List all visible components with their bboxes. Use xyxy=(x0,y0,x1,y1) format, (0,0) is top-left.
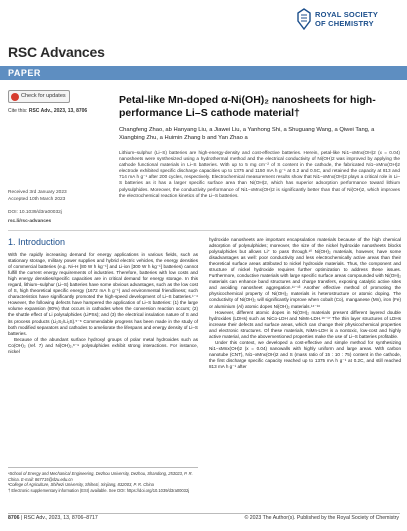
page-number: 8706 xyxy=(8,515,20,521)
received-date: Received 3rd January 2023 xyxy=(8,190,67,195)
journal-name: RSC Advances xyxy=(8,44,105,60)
check-updates-label: Check for updates xyxy=(21,93,66,99)
publisher-name xyxy=(315,10,378,28)
check-updates-icon xyxy=(11,93,19,101)
page-footer xyxy=(0,513,407,525)
left-column xyxy=(8,237,198,355)
intro-paragraph-5: Under this context, we developed a cost-effective and simple method for synthesizing Ni1−xMnx(OH)2 (x = 0.04) nanowalls with highly uniform and large areas. With carbon nanotube (CNT), Ni1−xMnx(OH)2 and S (mass ratio of 15 : 10 : 75) content in the cathode, the first discharge specific capacity reached up to 1375 mA h g⁻¹ at 0.2C, and still reached 813 mA h g⁻¹ after xyxy=(209,339,401,369)
footer-rule xyxy=(8,513,400,514)
publisher-line2: OF CHEMISTRY xyxy=(315,19,374,28)
footer-journal-ref: | RSC Adv., 2023, 13, 8706–8717 xyxy=(21,515,98,521)
article-title: Petal-like Mn-doped α-Ni(OH)₂ nanosheets for high-performance Li–S cathode material† xyxy=(119,94,376,119)
publisher-line1: ROYAL SOCIETY xyxy=(315,10,379,19)
footnotes xyxy=(8,467,198,493)
footnote-b: ᵇCollege of Agriculture, Shihezi University, Shihezi, Xinjiang, 832003, P. R. China xyxy=(8,482,154,487)
rsc-logo xyxy=(296,6,400,34)
footer-copyright: © 2023 The Author(s). Published by the Royal Society of Chemistry xyxy=(244,515,399,521)
author-list: Changfeng Zhao, ab Hanyang Liu, a Jiawei Liu, a Yanhong Shi, a Shuguang Wang, a Qiwei Tang, a Xiangbing Zhu, a Huimin Zhang b and Yan Zhao a xyxy=(119,127,375,141)
abstract: Lithium–sulphur (Li–S) batteries are high-energy-density and cost-effective batteries. Herein, petal-like Ni1−xMnx(OH)2 (x = 0.04) nanosheets were synthesized using a hydrothermal method and the electrical conductivity of Ni(OH)2 was improved by applying the cathode functional materials in Li–S batteries. With up to 5 mg cm⁻² of S content in the cathode, the fabricated Ni1−xMnx(OH)2 electrode exhibited specific discharge capacities up to 1375 and 1150 mA h g⁻¹ at 0.2 and 0.5C, and retained the capacity at 813 and 714 mA h g⁻¹ after 200 cycles, respectively. Electrochemical measurement results show that Ni1−xMnx(OH)2 plays a critical role in Li–S batteries as it has a larger specific surface area than Ni(OH)2, which has superior adsorption performance toward lithium polysulphides. Moreover, the conductivity performance of Ni1−xMnx(OH)2 is significantly better than that of Ni(OH)2, which improves the electrochemical reaction kinetics of the Li–S batteries. xyxy=(119,150,400,198)
intro-paragraph-3: hydroxide nanosheets are important encapsulation materials because of the high chemical adsorption of polysulphides; moreover, the size of the nickel hydroxide nanosheets blocks polysulphides but allows Li⁺ to pass through.¹⁰ Ni(OH)₂ materials, however, have some disadvantages as well: poor conductivity and less electrochemically active areas than their theoretical surface areas attributed to nickel hydroxide materials. Thus, the component and structure of nickel hydroxide requires further optimization to address these issues. Furthermore, conductive materials with large specific surface areas compounded with Ni(OH)₂ materials can enhance band structures and charge transfers, exposing catalytic active sites and avoiding nanosheet aggregation.¹¹⁻¹³ Another effective method of promoting the physicochemical property of Ni(OH)₂ materials is heterostructure or atomic doping. The conductivity of Ni(OH)₂ will significantly improve when cobalt (Co), manganese (Mn), iron (Fe) or aluminium (Al) atomic dopes Ni(OH)₂ materials.¹⁴⁻¹⁶ xyxy=(209,237,401,309)
divider xyxy=(8,230,400,231)
intro-paragraph-4: However, different atomic dopes in Ni(OH)₂ materials present different layered double hydroxides (LDHs) such as NiCo-LDH and NiMn-LDH.¹⁶⁻¹⁷ The thin layer structures of LDHs increase their defects and surface areas, which can change their physicochemical properties and electronic structures. Of these materials, NiMn-LDH is a nontoxic, low-cost and highly active material, and the abovementioned properties make the use of Li–S batteries profitable. xyxy=(209,309,401,339)
intro-paragraph-2: Because of the abundant surface hydroxyl groups of polar metal hydroxides such as Co(OH)₂ (ref. 7) and Ni(OH)₂,⁸⁻⁹ polysulphides exhibit strong interactions. For instance, nickel xyxy=(8,336,198,354)
article-type: PAPER xyxy=(8,68,41,78)
cite-ref: RSC Adv., 2023, 13, 8706 xyxy=(28,108,88,114)
cite-this xyxy=(8,108,108,114)
section-heading-introduction: 1. Introduction xyxy=(8,237,66,247)
article-dates xyxy=(8,190,108,203)
doi[interactable]: DOI: 10.1039/d3ra00032j xyxy=(8,210,62,215)
journal-site-link[interactable]: rsc.li/rsc-advances xyxy=(8,219,52,224)
article-type-band xyxy=(0,66,407,80)
rsc-crest-icon xyxy=(296,8,312,30)
cite-label: Cite this: xyxy=(8,108,28,114)
footer-citation xyxy=(8,515,98,521)
right-column xyxy=(209,237,401,370)
footnote-a: ᵃSchool of Energy and Mechanical Engineering, Dezhou University, Dezhou, Shandong, 253023, P. R. China. E-mail: 867715@dzu.edu.cn xyxy=(8,471,193,482)
check-updates-button[interactable] xyxy=(8,90,70,103)
accepted-date: Accepted 10th March 2023 xyxy=(8,196,66,202)
footnote-esi[interactable]: † Electronic supplementary information (ESI) available. See DOI: https://doi.org/10.1039/d3ra00032j xyxy=(8,487,190,493)
intro-paragraph-1: With the rapidly increasing demand for energy applications in various fields, such as stationary storage, military power supplies and hybrid electric vehicles, the energy densities of commercial batteries (e.g. Ni–H [80 W h kg⁻¹] and Li-ion [300 W h kg⁻¹] batteries) cannot fulfill the current energy requirements of industries. Therefore, batteries with low costs and high energy densities/specific capacities are in critical demand for energy storage. In this regard, lithium–sulphur (Li–S) batteries have some obvious advantages, such as the low cost of S, high theoretical specific energy (1672 mA h g⁻¹) and environmental friendliness; such characteristics have significantly promoted the high-speed development of Li–S batteries.¹⁻⁴ However, the following defects have hampered the application of Li–S batteries: (1) the large volume expansion (80%) that occurs in cathodes when the conversion reaction occurs; (2) the shuttle effect of Li polysulphides (LiPSs); and (3) the electrical insulation nature of S and its process products (Li₂S₂/Li₂S).⁵⁻⁸ Commendable progress has been made in the study of both modified separators and cathodes to ameliorate the lifespans and energy density of Li–S batteries. xyxy=(8,252,198,336)
